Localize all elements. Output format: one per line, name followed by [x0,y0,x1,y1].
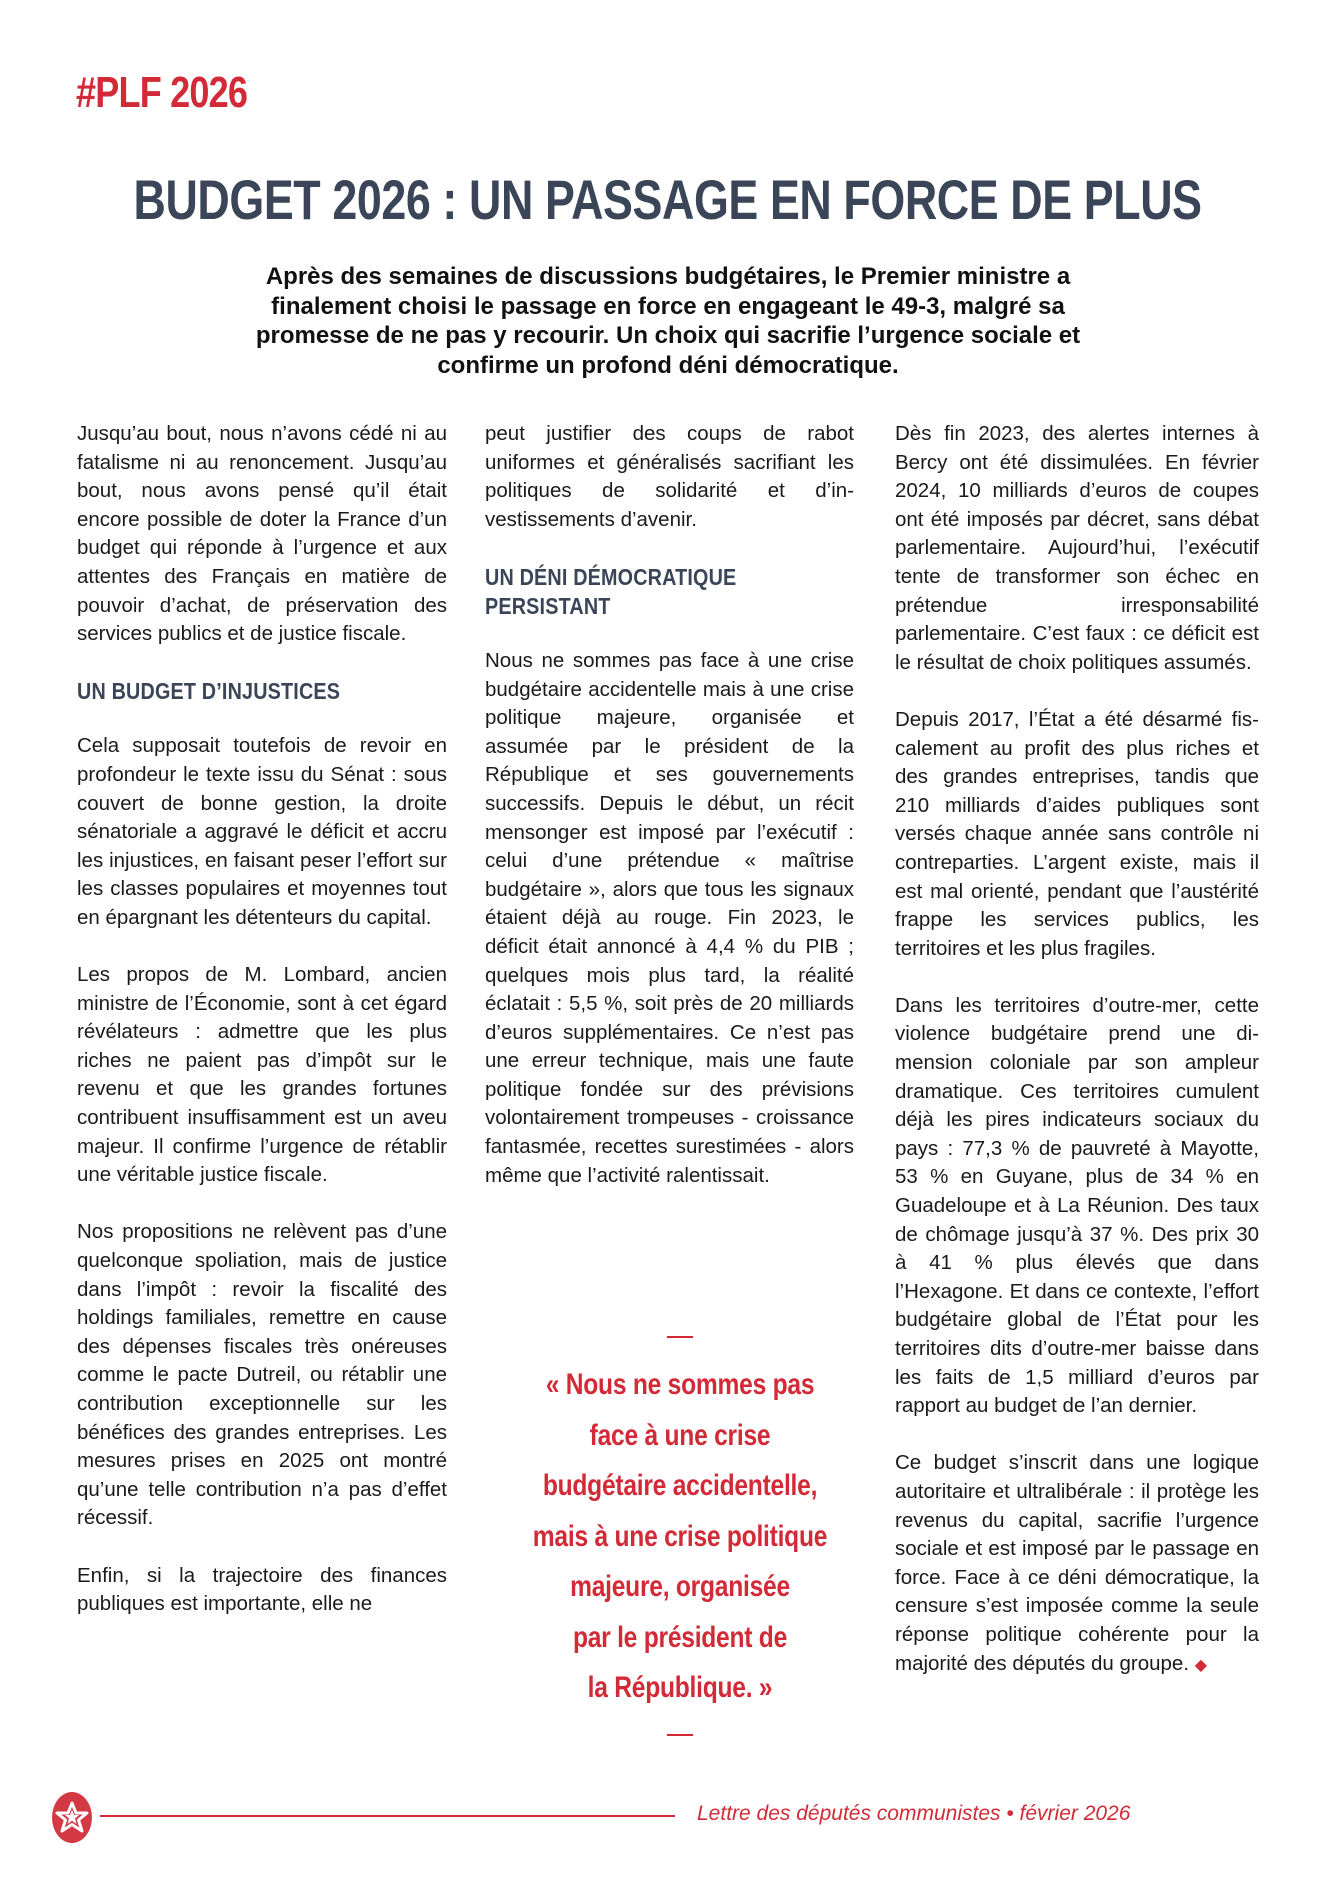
paragraph-text: Ce budget s’inscrit dans une logique autoritaire et ultralibérale : il protège les revenus du capital, sacrifie l’urgence sociale et est imposé par le passage en force. Face à ce déni démocratique, la censure s’est imposée comme la seule réponse politique cohérente pour la majorité des députés du groupe. [895,1451,1259,1675]
quote-line: la République. » [587,1671,773,1704]
end-diamond-icon: ◆ [1194,1656,1208,1674]
paragraph: Dès fin 2023, des alertes internes à Bercy ont été dissimulées. En février 2024, 10 milliards d’euros de coupes ont été imposés par décret, sans débat parlementaire. Aujourd’hui, l’exécutif tente de transformer son échec en prétendue irresponsabilité parlementaire. C’est faux : ce déficit est le résultat de choix politiques assumés. [895,422,1259,674]
pull-quote [480,1336,880,1736]
quote-divider-top [667,1336,693,1338]
column-2 [485,420,854,1219]
quote-line: budgétaire accidentelle, [542,1469,818,1502]
paragraph: Nos propositions ne relèvent pas d’une quelconque spoliation, mais de justice dans l’impôt : revoir la fiscalité des holdings familiales, remettre en cause des dépenses fiscales très onéreuses comme le pacte Dutreil, ou rétablir une contribution exceptionnelle sur les bénéfices des grandes entreprises. Les mesures prises en 2025 ont montré qu’une telle contribution n’a pas d’effet récessif. [77,1220,447,1530]
quote-line: « Nous ne sommes pas [545,1368,815,1401]
footer-publication-line: Lettre des députés communistes • février 2026 [697,1802,1131,1825]
section-heading-injustices: UN BUDGET D’INJUSTICES [77,678,341,705]
paragraph [895,1449,1259,1680]
quote-line: par le président de [572,1620,788,1654]
intro-line: Après des semaines de discussions budgétaires, le Premier ministre a [265,263,1071,290]
quote-divider-bottom [667,1734,693,1736]
intro-line: confirme un profond déni démocratique. [437,351,899,379]
paragraph: Jusqu’au bout, nous n’avons cédé ni au fatalisme ni au renoncement. Jusqu’au bout, nous avons pensé qu’il était encore possible de doter la France d’un budget qui réponde à l’urgence et aux attentes des Français en matière de pouvoir d’achat, de préservation des services publics et de justice fiscale. [77,422,447,646]
intro-line: promesse de ne pas y recourir. Un choix qui sacrifie l’urgence sociale et [255,322,1081,349]
paragraph: Enfin, si la trajectoire des finances publiques est importante, elle ne [77,1563,447,1616]
quote-line: majeure, organisée [570,1570,790,1603]
paragraph: Les propos de M. Lombard, ancien ministre de l’Économie, sont à cet égard révélateurs : admettre que les plus riches ne paient pas d’impôt sur le revenu et que les grandes fortunes contribuent insuffisamment est un aveu majeur. Il confirme l’urgence de rétablir une véritable justice fiscale. [77,963,447,1187]
intro-line: finalement choisi le passage en force en engageant le 49-3, malgré sa [271,292,1065,320]
kicker-tag: #PLF 2026 [76,68,248,117]
section-heading-deni-democratique: UN DÉNI DÉMOCRATIQUE PERSISTANT [485,563,737,619]
footer-divider [100,1815,675,1817]
paragraph: Depuis 2017, l’État a été désarmé fiscalement au profit des plus riches et des grandes entreprises, tandis que 210 milliards d’aides publiques sont versés chaque année sans contrôle ni contreparties. L’argent existe, mais il est mal orienté, pendant que l’austérité frappe les services publics, les territoires et les plus fragiles. [895,707,1259,960]
paragraph: Cela supposait toutefois de revoir en profondeur le texte issu du Sénat : sous couvert de bonne gestion, la droite sénatoriale a aggravé le déficit et accru les injustices, en faisant peser l’effort sur les classes populaires et moyennes tout en épargnant les détenteurs du capital. [77,734,447,929]
star-icon [55,1801,89,1835]
page-title [0,170,1336,230]
quote-line: face à une crise [589,1418,771,1452]
intro-lede [200,262,1136,380]
page-title-text: BUDGET 2026 : UN PASSAGE EN FORCE DE PLUS [133,168,1203,231]
paragraph: peut justifier des coups de rabot uniformes et généralisés sacrifiant les politiques de solidarité et d’investissements d’avenir. [485,422,854,531]
column-1 [77,420,447,1647]
pull-quote-text [516,1360,844,1714]
paragraph: Nous ne sommes pas face à une crise budgétaire accidentelle mais à une crise politique majeure, organisée et assumée par le président de la République et ses gouvernements successifs. Depuis le début, un récit mensonger est imposé par l’exécutif : celui d’une prétendue « maîtrise budgétaire », alors que tous les signaux étaient déjà au rouge. Fin 2023, le déficit était annoncé à 4,4 % du PIB ; quelques mois plus tard, la réalité éclatait : 5,5 %, soit près de 20 milliards d’euros supplémentaires. Ce n’est pas une erreur technique, mais une faute politique fondée sur des prévisions volontairement trompeuses - croissance fantasmée, recettes surestimées - alors même que l’activité ralentissait. [485,648,854,1187]
quote-line: mais à une crise politique [532,1519,828,1553]
column-3 [895,420,1259,1709]
paragraph: Dans les territoires d’outre-mer, cette violence budgétaire prend une dimension coloniale par son ampleur dramatique. Ces territoires cumulent déjà les pires indicateurs sociaux du pays : 77,3 % de pauvreté à Mayotte, 53 % en Guyane, plus de 34 % en Guadeloupe et à La Réunion. Des taux de chômage jusqu’à 37 %. Des prix 30 à 41 % plus élevés que dans l’Hexagone. Et dans ce contexte, l’effort budgétaire global de l’État pour les territoires dits d’outre-mer baisse dans les faits de 1,5 milliard d’euros par rapport au budget de l’an dernier. [895,993,1259,1418]
star-logo-icon [52,1792,92,1843]
